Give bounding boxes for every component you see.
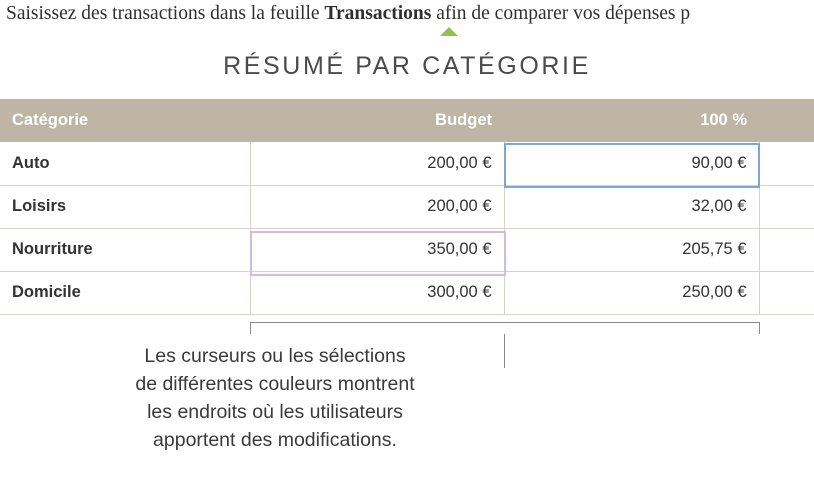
table-row[interactable] <box>0 271 814 314</box>
intro-bold-word: Transactions <box>324 3 432 24</box>
cell-budget[interactable]: 300,00 € <box>250 271 504 314</box>
caption-line-4: apportent des modifications. <box>153 429 397 451</box>
column-header-empty[interactable] <box>759 99 814 142</box>
cell-category[interactable]: Auto <box>0 142 250 185</box>
cell-category[interactable]: Loisirs <box>0 185 250 228</box>
collaboration-caret-icon <box>440 27 458 36</box>
callout-bracket-stem <box>504 334 505 368</box>
column-header-category[interactable]: Catégorie <box>0 99 250 142</box>
callout-caption <box>50 342 500 454</box>
cell-category[interactable]: Domicile <box>0 271 250 314</box>
cell-budget[interactable]: 350,00 € <box>250 228 504 271</box>
table-row[interactable] <box>0 228 814 271</box>
cell-percent[interactable]: 250,00 € <box>504 271 759 314</box>
table-title: RÉSUMÉ PAR CATÉGORIE <box>223 52 591 80</box>
summary-table[interactable] <box>0 99 814 315</box>
cell-empty[interactable] <box>759 228 814 271</box>
column-header-percent[interactable]: 100 % <box>504 99 759 142</box>
table-row[interactable] <box>0 185 814 228</box>
table-row[interactable] <box>0 142 814 185</box>
cell-budget[interactable]: 200,00 € <box>250 185 504 228</box>
cell-percent[interactable]: 205,75 € <box>504 228 759 271</box>
column-header-budget[interactable]: Budget <box>250 99 504 142</box>
cell-empty[interactable] <box>759 185 814 228</box>
cell-percent[interactable]: 90,00 € <box>504 142 759 185</box>
intro-text-before: Saisissez des transactions dans la feuille <box>6 3 325 24</box>
intro-sentence <box>0 0 814 28</box>
caption-line-2: de différentes couleurs montrent <box>135 373 415 395</box>
callout-bracket <box>250 322 760 334</box>
cell-empty[interactable] <box>759 271 814 314</box>
table-header-row <box>0 99 814 142</box>
cell-empty[interactable] <box>759 142 814 185</box>
intro-text-after: afin de comparer vos dépenses p <box>431 3 691 24</box>
cell-budget[interactable]: 200,00 € <box>250 142 504 185</box>
cell-category[interactable]: Nourriture <box>0 228 250 271</box>
caption-line-1: Les curseurs ou les sélections <box>144 345 406 367</box>
caption-line-3: les endroits où les utilisateurs <box>147 401 403 423</box>
cell-percent[interactable]: 32,00 € <box>504 185 759 228</box>
